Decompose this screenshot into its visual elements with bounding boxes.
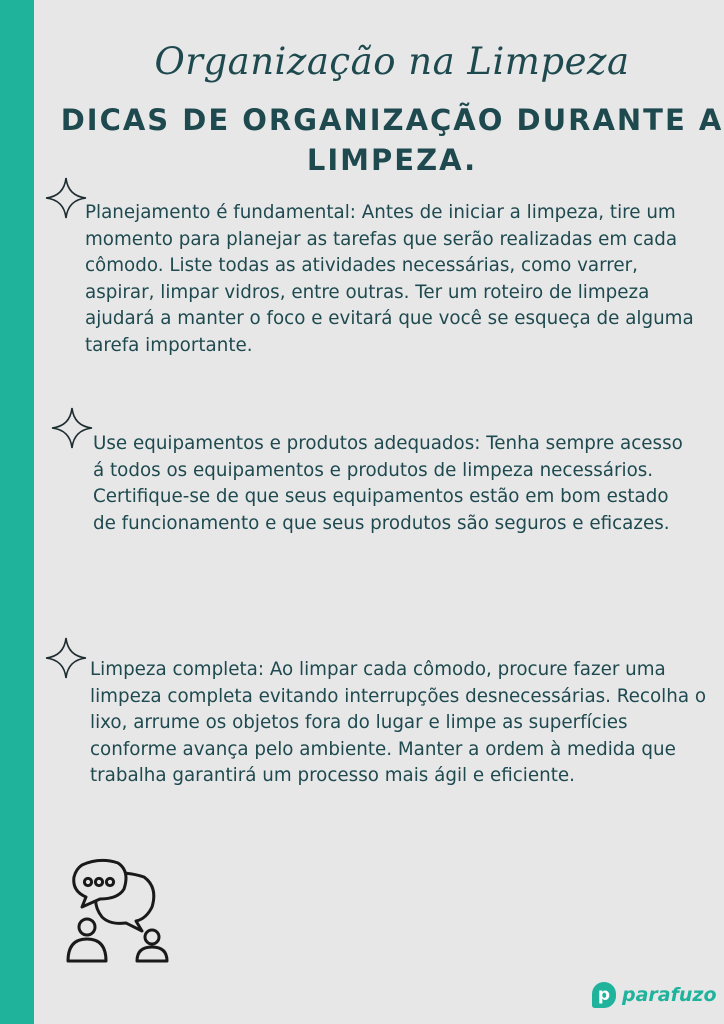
tip-equipment: Use equipamentos e produtos adequados: Tenha sempre acesso á todos os equipamentos e produtos de limpeza necessários. Certifique-se de que seus equipamentos estão em bom estado de funcionamento e que seus produtos são seguros e eficazes. (93, 433, 683, 534)
conversation-icon (60, 855, 175, 965)
page-title: DICAS DE ORGANIZAÇÃO DURANTE A LIMPEZA. (60, 103, 724, 177)
sparkle-icon (50, 406, 94, 450)
script-title: Organização na Limpeza (154, 40, 630, 83)
tip-complete-cleaning: Limpeza completa: Ao limpar cada cômodo, procure fazer uma limpeza completa evitando interrupções desnecessárias. Recolha o lixo, arrume os objetos fora do lugar e limpe as superfícies conforme avança pelo ambiente. Manter a ordem à medida que trabalha garantirá um processo mais ágil e eficiente. (90, 659, 707, 786)
logo-badge-icon: p (592, 982, 616, 1008)
tip-planning: Planejamento é fundamental: Antes de iniciar a limpeza, tire um momento para planejar as tarefas que serão realizadas em cada cômodo. Liste todas as atividades necessárias, como varrer, aspirar, limpar vidros, entre outras. Ter um roteiro de limpeza ajudará a manter o foco e evitará que você se esqueça de alguma tarefa importante. (85, 202, 694, 356)
sparkle-icon (44, 636, 88, 680)
brand-logo (592, 980, 717, 1010)
logo-text: parafuzo (622, 984, 717, 1006)
accent-sidebar (0, 0, 34, 1024)
sparkle-icon (44, 176, 88, 220)
